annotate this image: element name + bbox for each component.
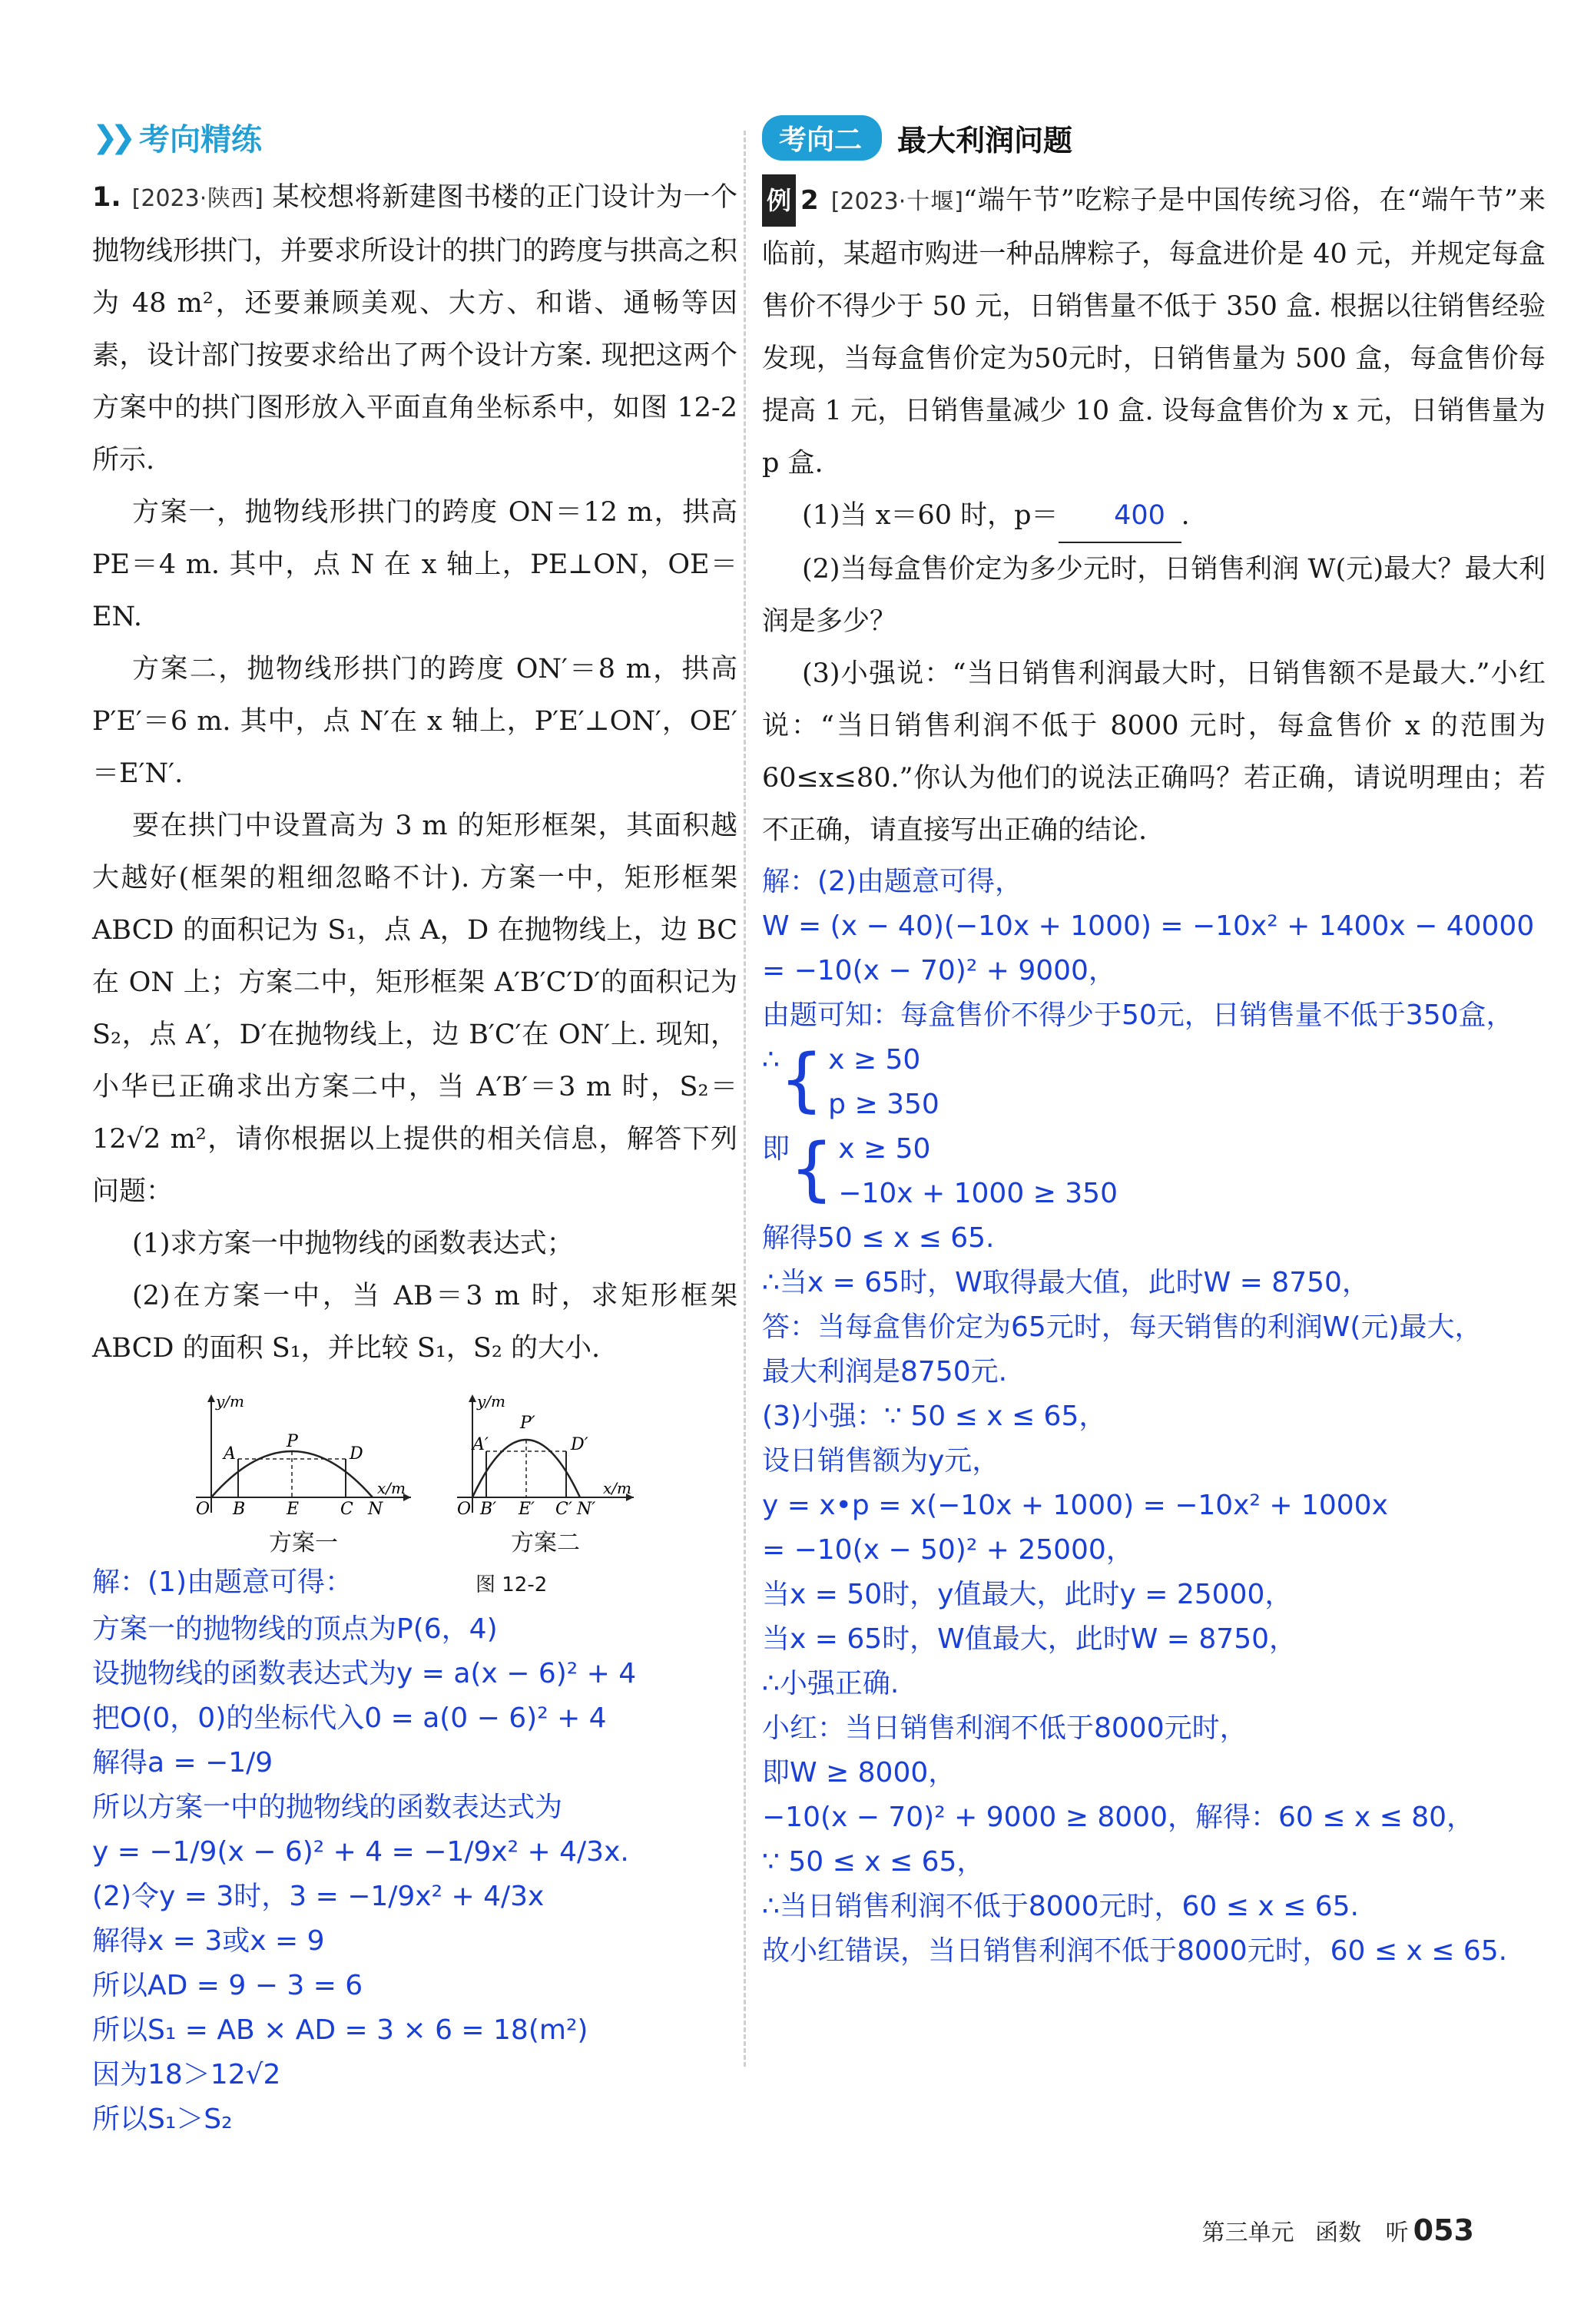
answer-line: 方案一的抛物线的顶点为P(6，4) [92,1613,498,1645]
point-label: E′ [519,1500,535,1519]
example-number: 2 [800,185,819,216]
system-line: x ≥ 50 [838,1133,931,1165]
question-part-1: (1)求方案一中抛物线的函数表达式； [132,1228,574,1259]
answer-line: 因为18＞12√2 [92,2059,281,2090]
example-part-1: (1)当 x＝60 时，p＝ 400 . [762,489,1546,543]
question-1-intro [92,171,737,486]
footer-topic: 函数 [1315,2220,1362,2246]
answer-line: 当x = 50时，y值最大，此时y = 25000， [762,1579,1293,1610]
point-label: B′ [480,1500,497,1519]
answer-blank: 400 [1059,489,1181,543]
answer-line: 设日销售额为y元， [762,1445,1000,1477]
answer-line: 答：当每盒售价定为65元时，每天销售的利润W(元)最大， [762,1311,1483,1343]
question-source: [2023·陕西] [131,185,263,212]
answer-line: 所以方案一中的抛物线的函数表达式为 [92,1792,563,1823]
question-part-2: (2)在方案一中，当 AB＝3 m 时，求矩形框架 ABCD 的面积 S₁，并比较 S₁，S₂ 的大小. [92,1281,737,1364]
figure-title: 图 12-2 [476,1573,548,1596]
answer-line: 当x = 65时，W值最大，此时W = 8750， [762,1623,1297,1655]
page-footer [1202,2213,1474,2247]
answer-line: 即W ≥ 8000， [762,1757,956,1789]
section-header [92,115,737,159]
answer-line: 解得a = −1/9 [92,1747,273,1779]
question-paragraph: 某校想将新建图书楼的正门设计为一个抛物线形拱门，并要求所设计的拱门的跨度与拱高之积为 48 m²，还要兼顾美观、大方、和谐、通畅等因素，设计部门按要求给出了两个设计方案. 现把这两个方案中的拱门图形放入平面直角坐标系中，如图 12-2 所示. [92,182,738,476]
example-badge: 例 [762,174,796,227]
answer-line: 小红：当日销售利润不低于8000元时， [762,1712,1248,1744]
figure-caption: 方案二 [511,1530,580,1557]
answer-line: 所以S₁＞S₂ [92,2104,233,2135]
answer-line: 解得x = 3或x = 9 [92,1925,325,1957]
double-chevron-icon: ❯❯ [92,119,129,155]
answer-line: y = −1/9(x − 6)² + 4 = −1/9x² + 4/3x. [92,1836,629,1868]
answer-line: ∵ 50 ≤ x ≤ 65， [762,1846,985,1878]
question-paragraph: 要在拱门中设置高为 3 m 的矩形框架，其面积越大越好(框架的粗细忽略不计). 方案一中，矩形框架 ABCD 的面积记为 S₁，点 A，D 在抛物线上，边 BC 在 ON 上；方案二中，矩形框架 A′B′C′D′的面积记为 S₂，点 A′，D′在抛物线上，边 B′C′在 ON′上. 现知，小华已正确求出方案二中，当 A′B′＝3 m 时，S₂＝12√2 m²，请你根据以上提供的相关信息，解答下列问题： [92,811,737,1207]
point-label: A [224,1444,236,1464]
axis-label-x: x/m [603,1479,631,1497]
answer-line: 最大利润是8750元. [762,1356,1008,1387]
axis-label-y: y/m [216,1392,245,1411]
question-1 [92,171,737,1374]
answer-line: = −10(x − 50)² + 25000， [762,1534,1134,1566]
figure-plan-2 [449,1390,641,1557]
axis-label-x: x/m [377,1479,406,1497]
point-label: O [457,1500,472,1519]
brace-icon: { [790,1129,834,1209]
parabola-diagram-1 [188,1390,419,1520]
example-source: [2023·十堰] [830,188,963,215]
point-label: O [196,1500,210,1519]
point-label: E [287,1500,300,1519]
system-line: x ≥ 50 [828,1044,921,1076]
point-label: B [233,1500,246,1519]
example-paragraph: “端午节”吃粽子是中国传统习俗，在“端午节”来临前，某超市购进一种品牌粽子，每盒进价是 40 元，并规定每盒售价不得少于 50 元，日销售量不低于 350 盒. 根据以往销售经验发现，当每盒售价定为50元时，日销售量为 500 盒，每盒售价每提高 1 元，日销售量减少 10 盒. 设每盒售价为 x 元，日销售量为 p 盒. [762,185,1546,479]
topic-title: 最大利润问题 [897,124,1073,157]
topic-header [762,115,1546,161]
point-label: C [340,1500,353,1519]
answer-line: ∴当日销售利润不低于8000元时，60 ≤ x ≤ 65. [762,1891,1359,1922]
figure-12-2 [92,1390,737,1557]
answer-block [762,860,1546,1974]
answer-line: 解得50 ≤ x ≤ 65. [762,1222,995,1254]
point-label: N [368,1500,383,1519]
footer-ting: 听 [1385,2220,1409,2246]
figure-plan-1 [188,1390,419,1557]
point-label: P [287,1432,298,1451]
question-paragraph: 方案二，抛物线形拱门的跨度 ON′＝8 m，拱高 P′E′＝6 m. 其中，点 N′在 x 轴上，P′E′⊥ON′，OE′＝E′N′. [92,654,737,789]
section-title: 考向精练 [139,122,263,157]
answer-line: 由题可知：每盒售价不得少于50元，日销售量不低于350盒， [762,1000,1514,1031]
answer-block [92,1560,737,2142]
parabola-diagram-2 [449,1390,641,1520]
axis-label-y: y/m [477,1392,506,1411]
answer-line: −10(x − 70)² + 9000 ≥ 8000，解得：60 ≤ x ≤ 80， [762,1802,1475,1833]
namely-label: 即 [762,1133,790,1165]
answer-line: 把O(0，0)的坐标代入0 = a(0 − 6)² + 4 [92,1702,607,1734]
answer-line: ∴当x = 65时，W取得最大值，此时W = 8750， [762,1267,1370,1298]
answer-line: 所以AD = 9 − 3 = 6 [92,1970,363,2001]
answer-line: y = x•p = x(−10x + 1000) = −10x² + 1000x [762,1490,1388,1521]
therefore-symbol: ∴ [762,1044,780,1076]
question-paragraph: 方案一，抛物线形拱门的跨度 ON＝12 m，拱高 PE＝4 m. 其中，点 N 在 x 轴上，PE⊥ON，OE＝EN. [92,497,737,632]
column-divider [744,131,746,2067]
answer-line: 所以S₁ = AB × AD = 3 × 6 = 18(m²) [92,2014,588,2046]
answer-line: 设抛物线的函数表达式为y = a(x − 6)² + 4 [92,1658,637,1689]
inequality-system-2 [762,1127,1118,1216]
answer-line: = −10(x − 70)² + 9000， [762,955,1116,986]
answer-line: ∴小强正确. [762,1668,900,1699]
example-part-3: (3)小强说：“当日销售利润最大时，日销售额不是最大.”小红说：“当日销售利润不低于 8000 元时，每盒售价 x 的范围为 60≤x≤80.”你认为他们的说法正确吗？若正确，请说明理由；若不正确，请直接写出正确的结论. [762,658,1546,846]
system-line: p ≥ 350 [828,1089,939,1120]
right-column [762,115,1546,1974]
question-number: 1. [92,182,121,213]
answer-line: (2)令y = 3时，3 = −1/9x² + 4/3x [92,1881,545,1912]
point-label: D′ [571,1435,588,1454]
footer-unit: 第三单元 [1201,2220,1294,2246]
point-label: C′ [555,1500,572,1519]
system-line: −10x + 1000 ≥ 350 [838,1178,1118,1209]
answer-line: 故小红错误，当日销售利润不低于8000元时，60 ≤ x ≤ 65. [762,1935,1508,1967]
answer-line: 解：(2)由题意可得， [762,866,1022,897]
brace-icon: { [779,1039,824,1120]
figure-caption: 方案一 [269,1530,338,1557]
inequality-system-1 [762,1038,939,1127]
example-2 [762,174,1546,857]
answer-line: W = (x − 40)(−10x + 1000) = −10x² + 1400x − 40000 [762,910,1535,942]
page-number: 053 [1413,2213,1474,2247]
point-label: A′ [472,1435,489,1454]
answer-line: (3)小强：∵ 50 ≤ x ≤ 65， [762,1401,1107,1432]
topic-tag: 考向二 [762,115,882,161]
example-part-2: (2)当每盒售价定为多少元时，日销售利润 W(元)最大？最大利润是多少？ [762,554,1546,637]
example-intro [762,174,1546,489]
answer-line: 解：(1)由题意可得： 图 12-2 [92,1566,548,1598]
point-label: N′ [577,1500,596,1519]
point-label: P′ [520,1414,535,1433]
point-label: D [350,1444,363,1464]
left-column [92,115,737,2142]
